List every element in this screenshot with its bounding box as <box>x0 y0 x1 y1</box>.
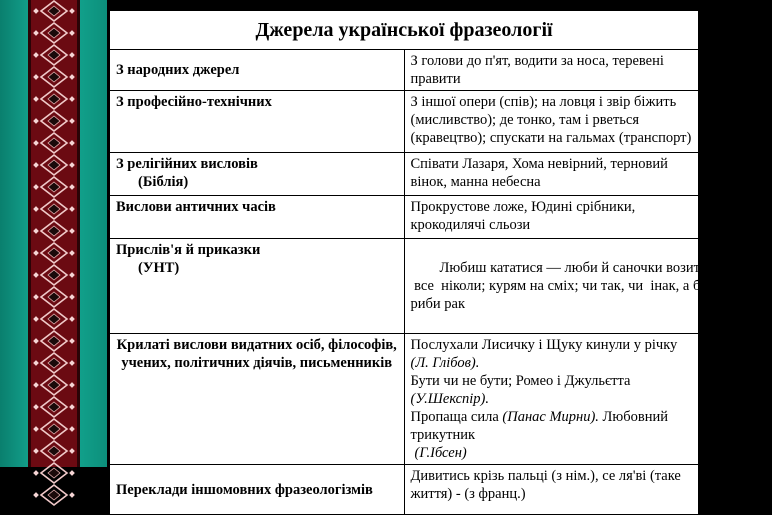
examples-cell-line: все ніколи; курям на сміх; чи так, чи інак, а буде з <box>411 278 730 294</box>
ornament-dot <box>33 74 39 80</box>
ornament-dot <box>69 492 75 498</box>
ornament-dot <box>69 74 75 80</box>
table-header-row <box>110 11 699 50</box>
ornament-dot <box>69 294 75 300</box>
ornament-dot <box>33 140 39 146</box>
source-cell-line: Прислів'я й приказки <box>116 242 260 258</box>
ornament-dot <box>69 404 75 410</box>
ornament-dot <box>69 250 75 256</box>
example-text: Любовний трикутник <box>411 409 668 443</box>
ornament-dot <box>33 118 39 124</box>
ornament-inner-diamond <box>48 182 60 192</box>
ornament-dot <box>69 52 75 58</box>
source-cell <box>110 239 405 334</box>
examples-cell: З іншої опери (спів); на ловця і звір біжить (мисливство); де тонко, там і рветься (кравецтво); спускати на гальмах (транспорт) <box>404 91 699 153</box>
table-row <box>110 465 699 515</box>
table-row <box>110 239 699 334</box>
ornament-inner-diamond <box>48 248 60 258</box>
embroidery-ornament <box>28 0 80 467</box>
source-cell: Вислови античних часів <box>110 196 405 239</box>
ornament-inner-diamond <box>48 116 60 126</box>
ornament-inner-diamond <box>48 160 60 170</box>
ornament-dot <box>69 470 75 476</box>
ornament-dot <box>33 228 39 234</box>
ornament-inner-diamond <box>48 468 60 478</box>
ornament-dot <box>33 206 39 212</box>
examples-cell: Співати Лазаря, Хома невірний, терновий вінок, манна небесна <box>404 153 699 196</box>
source-cell-line: (Біблія) <box>116 174 188 190</box>
ornament-dot <box>69 426 75 432</box>
table-row <box>110 153 699 196</box>
ornament-inner-diamond <box>48 204 60 214</box>
ornament-dot <box>69 382 75 388</box>
ornament-dot <box>69 316 75 322</box>
source-cell: З професійно-технічних <box>110 91 405 153</box>
ornament-dot <box>69 272 75 278</box>
examples-cell-line: Любиш кататися — люби й саночки возити; лінивому <box>440 260 772 276</box>
example-text: Послухали Лисичку і Щуку кинули у річку <box>411 337 678 353</box>
ornament-inner-diamond <box>48 292 60 302</box>
ornament-dot <box>33 52 39 58</box>
table-row <box>110 50 699 91</box>
ornament-inner-diamond <box>48 424 60 434</box>
ornament-dot <box>33 316 39 322</box>
examples-cell <box>404 239 699 334</box>
ornament-inner-diamond <box>48 50 60 60</box>
source-cell <box>110 153 405 196</box>
ornament-inner-diamond <box>48 402 60 412</box>
ornament-dot <box>33 448 39 454</box>
table-row <box>110 91 699 153</box>
ornament-dot <box>69 360 75 366</box>
ornament-dot <box>33 8 39 14</box>
ornament-dot <box>69 140 75 146</box>
source-cell-line: З релігійних висловів <box>116 156 258 172</box>
ornament-dot <box>33 492 39 498</box>
ornament-dot <box>33 96 39 102</box>
ornament-dot <box>33 294 39 300</box>
ornament-dot <box>33 250 39 256</box>
example-author: (Г.Ібсен) <box>411 445 467 461</box>
ornament-dot <box>33 338 39 344</box>
ornament-dot <box>33 426 39 432</box>
ornament-dot <box>69 8 75 14</box>
ornament-dot <box>69 118 75 124</box>
examples-cell-line: риби рак <box>411 296 466 312</box>
ornament-dot <box>33 184 39 190</box>
ornament-inner-diamond <box>48 380 60 390</box>
ornament-dot <box>69 206 75 212</box>
ornament-dot <box>33 470 39 476</box>
ornament-inner-diamond <box>48 226 60 236</box>
ornament-inner-diamond <box>48 446 60 456</box>
example-author: (Панас Мирни). <box>502 409 599 425</box>
ornament-dot <box>69 338 75 344</box>
examples-cell: Дивитись крізь пальці (з нім.), се ля'ві (таке життя) - (з франц.) <box>404 465 699 515</box>
ornament-inner-diamond <box>48 270 60 280</box>
ornament-dot <box>69 448 75 454</box>
ornament-inner-diamond <box>48 314 60 324</box>
ornament-inner-diamond <box>48 28 60 38</box>
ornament-dot <box>33 30 39 36</box>
ornament-inner-diamond <box>48 94 60 104</box>
ornament-dot <box>33 162 39 168</box>
phraseology-sources-table <box>109 10 699 515</box>
examples-cell <box>404 334 699 465</box>
source-cell: З народних джерел <box>110 50 405 91</box>
example-text: Пропаща сила <box>411 409 503 425</box>
ornament-dot <box>33 382 39 388</box>
ornament-dot <box>69 228 75 234</box>
examples-cell: Прокрустове ложе, Юдині срібники, крокодилячі сльози <box>404 196 699 239</box>
ornament-inner-diamond <box>48 72 60 82</box>
table-row <box>110 334 699 465</box>
ornament-dot <box>69 162 75 168</box>
table-title: Джерела української фразеології <box>110 11 699 50</box>
ornament-inner-diamond <box>48 138 60 148</box>
ornament-dot <box>69 96 75 102</box>
source-cell-line: (УНТ) <box>116 260 179 276</box>
ornament-inner-diamond <box>48 358 60 368</box>
ornament-dot <box>33 272 39 278</box>
examples-cell: З голови до п'ят, водити за носа, теревені правити <box>404 50 699 91</box>
example-author: (У.Шекспір). <box>411 391 490 407</box>
source-cell: Переклади іншомовних фразеологізмів <box>110 465 405 515</box>
ornament-inner-diamond <box>48 336 60 346</box>
ornament-dot <box>69 184 75 190</box>
ornament-dot <box>69 30 75 36</box>
source-cell: Крилаті вислови видатних осіб, філософів, учених, політичних діячів, письменників <box>110 334 405 465</box>
example-author: (Л. Глібов). <box>411 355 480 371</box>
example-text: Бути чи не бути; Ромео і Джульєтта <box>411 373 631 389</box>
ornament-inner-diamond <box>48 490 60 500</box>
ornament-dot <box>33 360 39 366</box>
ornament-inner-diamond <box>48 6 60 16</box>
table-row <box>110 196 699 239</box>
ornament-dot <box>33 404 39 410</box>
